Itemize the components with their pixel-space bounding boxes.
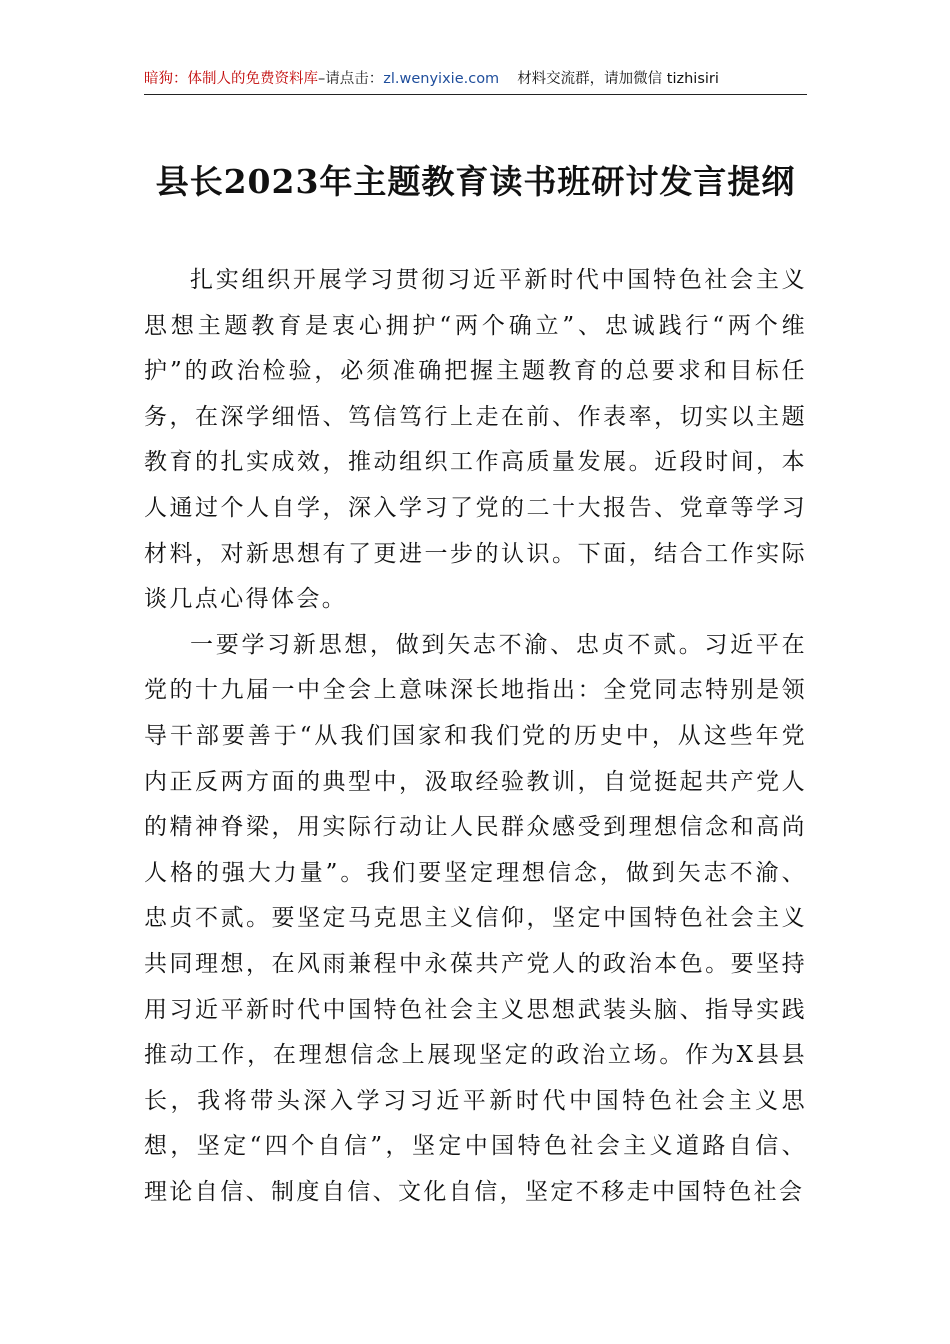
page-header bbox=[144, 68, 807, 95]
document-body bbox=[144, 258, 807, 1215]
header-contact: 材料交流群，请加微信 tizhisiri bbox=[517, 71, 719, 87]
header-link[interactable]: zl.wenyixie.com bbox=[383, 71, 500, 87]
paragraph-intro: 扎实组织开展学习贯彻习近平新时代中国特色社会主义思想主题教育是衷心拥护“两个确立”、忠诚践行“两个维护”的政治检验，必须准确把握主题教育的总要求和目标任务，在深学细悟、笃信笃行上走在前、作表率，切实以主题教育的扎实成效，推动组织工作高质量发展。近段时间，本人通过个人自学，深入学习了党的二十大报告、党章等学习材料，对新思想有了更进一步的认识。下面，结合工作实际谈几点心得体会。 bbox=[144, 267, 807, 613]
paragraph-point-one: 一要学习新思想，做到矢志不渝、忠贞不贰。习近平在党的十九届一中全会上意味深长地指出：全党同志特别是领导干部要善于“从我们国家和我们党的历史中，从这些年党内正反两方面的典型中，汲取经验教训，自觉挺起共产党人的精神脊梁，用实际行动让人民群众感受到理想信念和高尚人格的强大力量”。我们要坚定理想信念，做到矢志不渝、忠贞不贰。要坚定马克思主义信仰，坚定中国特色社会主义共同理想，在风雨兼程中永葆共产党人的政治本色。要坚持用习近平新时代中国特色社会主义思想武装头脑、指导实践推动工作，在理想信念上展现坚定的政治立场。作为X县县长，我将带头深入学习习近平新时代中国特色社会主义思想，坚定“四个自信”，坚定中国特色社会主义道路自信、理论自信、制度自信、文化自信，坚定不移走中国特色社会 bbox=[144, 631, 807, 1205]
header-brand: 暗狗：体制人的免费资料库 bbox=[144, 71, 318, 87]
header-prompt: –请点击： bbox=[318, 71, 384, 87]
document-title: 县长2023年主题教育读书班研讨发言提纲 bbox=[155, 162, 796, 201]
